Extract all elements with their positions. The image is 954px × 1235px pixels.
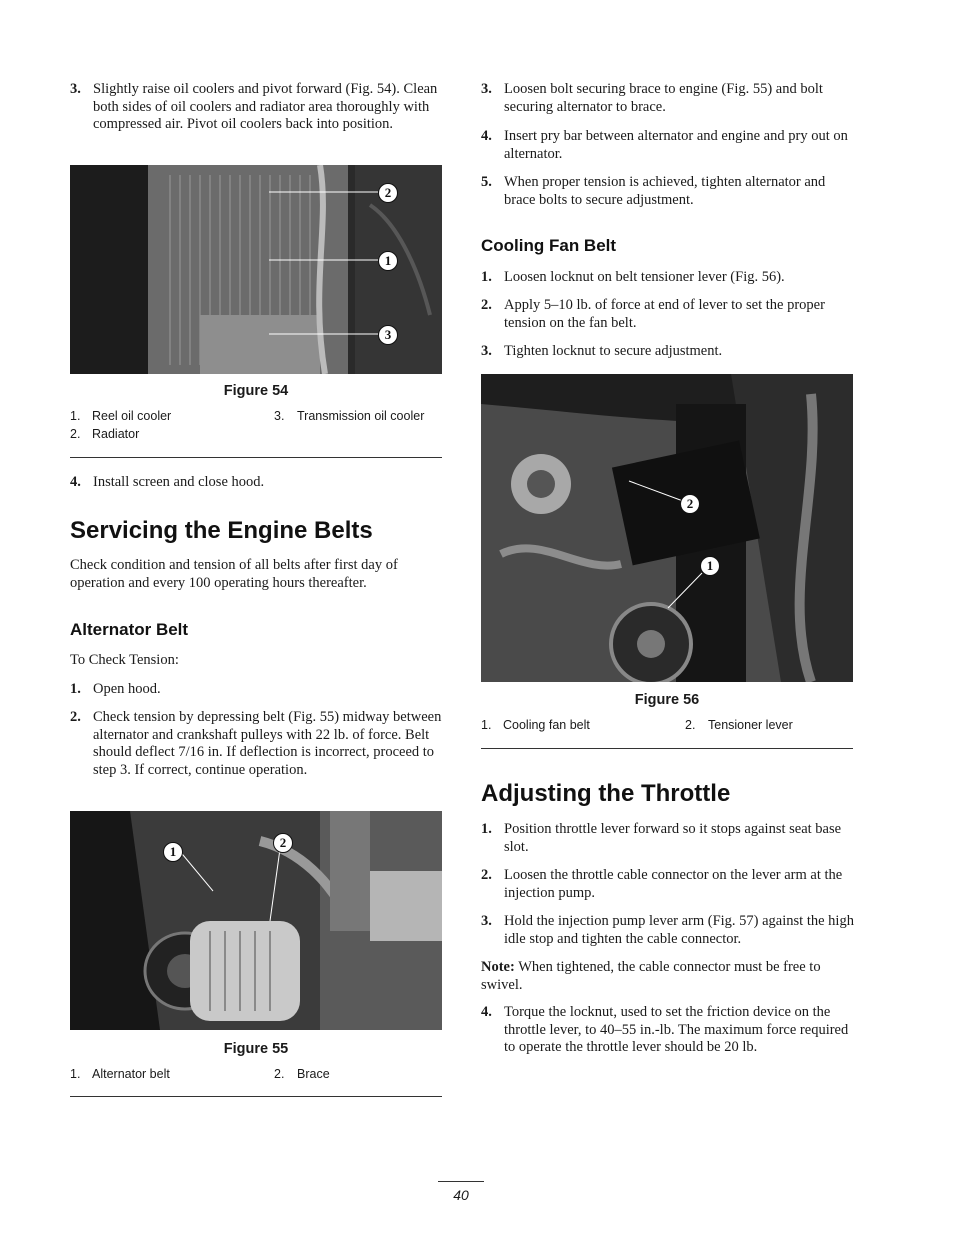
figure-55-legend: 1. Alternator belt 2. Brace [70,1067,330,1081]
callout-2: 2 [273,833,293,853]
callout-2: 2 [378,183,398,203]
section-title-engine-belts: Servicing the Engine Belts [70,517,373,544]
to-check-tension: To Check Tension: [70,652,179,668]
figure-55-caption: Figure 55 [223,1041,289,1057]
alt-step-2: 2. Check tension by depressing belt (Fig. 55) midway between alternator and crankshaft pulleys with 22 lb. of force. Belt should deflect 7/16 in. If deflection is incorrect, proceed to step 3. If correct, continue operation. [70,709,442,778]
alt-step-1: 1. Open hood. [70,681,161,697]
divider [70,457,442,458]
subsection-title-cooling-fan-belt: Cooling Fan Belt [481,236,617,255]
figure-54-caption: Figure 54 [223,383,289,399]
step-4-pry-bar: 4. Insert pry bar between alternator and engine and pry out on alternator. [481,128,848,162]
figure-56-photo [481,374,853,682]
figure-56-legend: 1. Cooling fan belt 2. Tensioner lever [481,718,793,732]
figure-54-legend: 1. Reel oil cooler 3. Transmission oil cooler 2. Radiator [70,409,425,441]
section-title-adjusting-throttle: Adjusting the Throttle [481,780,731,807]
throttle-step-3: 3. Hold the injection pump lever arm (Fig. 57) against the high idle stop and tighten the cable connector. [481,913,854,947]
figure-55-photo [70,811,442,1030]
throttle-step-4: 4. Torque the locknut, used to set the friction device on the throttle lever, to 40–55 in.-lb. The maximum force required to operate the throttle lever should be 20 lb. [481,1004,849,1056]
subsection-title-alternator-belt: Alternator Belt [70,620,189,639]
divider [481,748,853,749]
page-number: 40 [438,1181,484,1203]
section-intro: Check condition and tension of all belts after first day of operation and every 100 operating hours thereafter. [70,557,398,591]
throttle-step-1: 1. Position throttle lever forward so it stops against seat base slot. [481,821,842,855]
step-3-oil-coolers: 3. Slightly raise oil coolers and pivot forward (Fig. 54). Clean both sides of oil coolers and radiator area thoroughly with compressed air. Pivot oil coolers back into position. [70,81,438,133]
fan-step-2: 2. Apply 5–10 lb. of force at end of lever to set the proper tension on the fan belt. [481,297,825,331]
note: Note: When tightened, the cable connector must be free to swivel. [481,959,821,993]
callout-3: 3 [378,325,398,345]
callout-1: 1 [163,842,183,862]
figure-54-photo [70,165,442,374]
step-4-install-screen: 4. Install screen and close hood. [70,474,265,490]
step-3-loosen-bolt: 3. Loosen bolt securing brace to engine (Fig. 55) and bolt securing alternator to brace. [481,81,823,115]
callout-2: 2 [680,494,700,514]
figure-56-caption: Figure 56 [634,692,700,708]
callout-1: 1 [700,556,720,576]
step-5-tighten: 5. When proper tension is achieved, tighten alternator and brace bolts to secure adjustment. [481,174,826,208]
fan-step-3: 3. Tighten locknut to secure adjustment. [481,343,723,359]
throttle-step-2: 2. Loosen the throttle cable connector on the lever arm at the injection pump. [481,867,843,901]
fan-step-1: 1. Loosen locknut on belt tensioner lever (Fig. 56). [481,269,785,285]
divider [70,1096,442,1097]
callout-1: 1 [378,251,398,271]
